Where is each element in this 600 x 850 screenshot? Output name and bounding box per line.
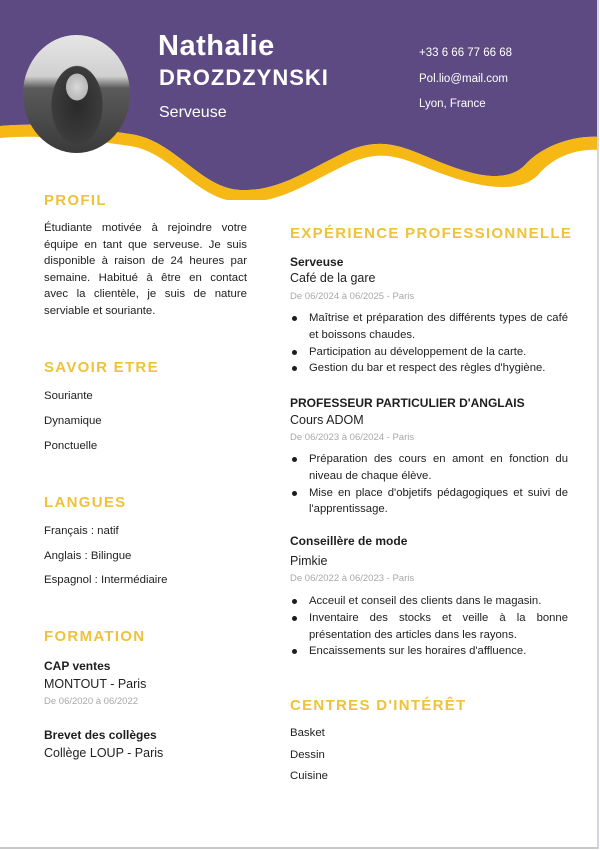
job-bullets [290, 310, 568, 377]
first-name: Nathalie [158, 30, 275, 62]
job-title: PROFESSEUR PARTICULIER D'ANGLAIS [290, 396, 525, 410]
section-title-experience: EXPÉRIENCE PROFESSIONNELLE [290, 225, 573, 242]
formation-title: CAP ventes [44, 659, 111, 673]
job-bullet: Mise en place d'objetifs pédagogiques et suivi de l'apprentissage. [290, 485, 568, 519]
savoir-etre-item: Souriante [44, 390, 93, 402]
job-bullet: Encaissements sur les horaires d'affluence. [290, 643, 568, 660]
section-title-profil: PROFIL [44, 192, 107, 209]
job-employer: Café de la gare [290, 271, 376, 285]
section-title-langues: LANGUES [44, 494, 127, 511]
job-bullets [290, 593, 568, 660]
formation-school: Collège LOUP - Paris [44, 746, 164, 760]
job-title: Conseillère de mode [290, 534, 408, 548]
langue-item: Espagnol : Intermédiaire [44, 574, 168, 586]
job-bullet: Participation au développement de la carte. [290, 344, 568, 361]
job-bullet: Gestion du bar et respect des règles d'hygiène. [290, 360, 568, 377]
job-employer: Cours ADOM [290, 413, 364, 427]
job-bullet: Acceuil et conseil des clients dans le magasin. [290, 593, 568, 610]
formation-school: MONTOUT - Paris [44, 677, 147, 691]
job-title: Serveuse [159, 104, 227, 121]
job-bullet: Inventaire des stocks et veille à la bonne présentation des articles dans les rayons. [290, 610, 568, 644]
section-title-savoir-etre: SAVOIR ETRE [44, 359, 159, 376]
contact-city: Lyon, France [419, 98, 486, 110]
interet-item: Cuisine [290, 770, 328, 782]
job-bullet: Maîtrise et préparation des différents types de café et boissons chaudes. [290, 310, 568, 344]
job-date: De 06/2023 à 06/2024 - Paris [290, 432, 415, 443]
savoir-etre-item: Dynamique [44, 415, 102, 427]
profil-text: Étudiante motivée à rejoindre votre équipe en tant que serveuse. Je suis disponible à raison de 24 heures par semaine. Habitué à être en contact avec la clientèle, je suis de nature serviable et souriante. [44, 222, 247, 317]
job-date: De 06/2022 à 06/2023 - Paris [290, 573, 415, 584]
contact-email: Pol.lio@mail.com [419, 73, 509, 85]
interet-item: Basket [290, 727, 325, 739]
last-name: DROZDZYNSKI [159, 65, 329, 90]
langue-item: Français : natif [44, 525, 119, 537]
contact-phone: +33 6 66 77 66 68 [419, 47, 513, 59]
section-title-formation: FORMATION [44, 628, 146, 645]
job-bullet: Préparation des cours en amont en fonction du niveau de chaque élève. [290, 451, 568, 485]
job-date: De 06/2024 à 06/2025 - Paris [290, 291, 415, 302]
job-title: Serveuse [290, 255, 344, 269]
savoir-etre-item: Ponctuelle [44, 440, 98, 452]
langue-item: Anglais : Bilingue [44, 550, 132, 562]
section-title-interets: CENTRES D'INTÉRÊT [290, 697, 467, 714]
profile-photo [23, 35, 130, 153]
interet-item: Dessin [290, 749, 325, 761]
job-employer: Pimkie [290, 554, 328, 568]
formation-title: Brevet des collèges [44, 728, 157, 742]
job-bullets [290, 451, 568, 518]
formation-date: De 06/2020 à 06/2022 [44, 696, 139, 707]
